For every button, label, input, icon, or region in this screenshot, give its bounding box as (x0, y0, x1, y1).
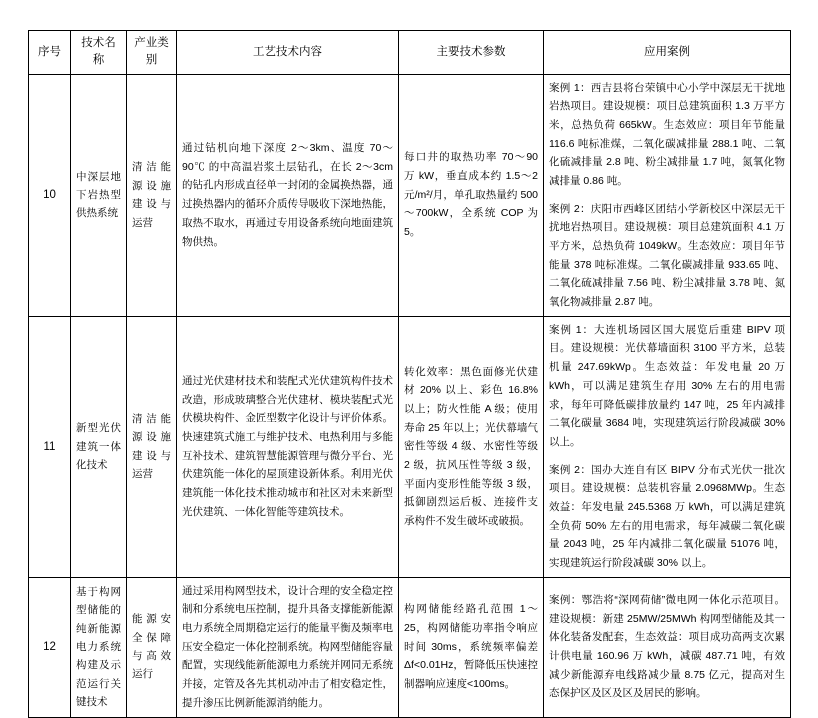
cell-application-case (544, 577, 791, 717)
cell-seq: 10 (29, 74, 71, 316)
cell-main-parameters: 每口井的取热功率 70～90 万 kW，垂直成本约 1.5～2 元/m²/月，单孔取热量约 500～700kW，全系统 COP 为 5。 (399, 74, 544, 316)
cell-industry-category: 能源安全保障与高效运行 (127, 577, 177, 717)
cell-application-case (544, 74, 791, 316)
cell-seq: 11 (29, 316, 71, 577)
header-main-parameters: 主要技术参数 (399, 31, 544, 75)
cell-main-parameters: 转化效率：黑色面修光伏建材 20% 以上、彩色 16.8% 以上；防火性能 A 级；使用寿命 25 年以上；光伏幕墙气密性等级 4 级、水密性等级 2 级，抗风压性等级 3 级，平面内变形性能等级 3 级，抵御剧烈运后板、连接件支承构件不发生破坏或破损。 (399, 316, 544, 577)
cell-industry-category: 清洁能源设施建设与运营 (127, 316, 177, 577)
header-process-content: 工艺技术内容 (177, 31, 399, 75)
case-paragraph: 案例 2：庆阳市西峰区团结小学新校区中深层无干扰地岩热项目。建设规模：项目总建筑面积 4.1 万平方米，总热负荷 1049kW。生态效应：项目年节能量 378 吨标准煤。二氧化碳减排量 933.65 吨、二氧化硫减排量 7.56 吨、粉尘减排量 3.78 吨、氮氧化物减排量 2.87 吨。 (549, 202, 785, 309)
case-paragraph: 案例 2：国办大连自有区 BIPV 分布式光伏一批次项目。建设规模：总装机容量 2.0968MWp。生态效益：年发电量 245.5368 万 kWh，可以满足建筑全负荷 50% 左右的用电需求，每年减碳二氧化碳量 2043 吨，25 年内减排二氧化碳量 51076 吨，实现建筑运行阶段减碳 30% 以上。 (549, 463, 785, 569)
table-row (29, 316, 791, 577)
table-header (29, 31, 791, 75)
cell-process-content: 通过采用构网型技术，设计合理的安全稳定控制和分系统电压控制，提升具备支撑能新能源电力系统全周期稳定运行的能量平衡及频率电压安全稳定一体化控制系统。构网型储能容量配置，实现线能新能源电力系统并网同无系统并接，定管及各先其机动冲击了相安稳定性，提升渗压比例新能源消纳能力。 (177, 577, 399, 717)
case-paragraph: 案例 1：大连机场园区国大展览后重建 BIPV 项目。建设规模：光伏幕墙面积 3100 平方米，总装机量 247.69kWp。生态效益：年发电量 20 万 kWh，可以满足建筑生存用 30% 左右的用电需求，每年可降低碳排放量约 147 吨，25 年内减排二氧化碳量 3684 吨，实现建筑运行阶段减碳 30% 以上。 (549, 323, 785, 448)
case-paragraph: 案例：鄂浩将“深网荷储”微电网一体化示范项目。建设规模：新建 25MW/25MWh 构网型储能及其一体化装备发配套，生态效益：项目成功高两支次累计供电量 160.96 万 kWh，减碳 487.71 吨，有效减少新能源弃电线路减少量 8.75 亿元，提高对生态保护区及区及区及居民的影响。 (549, 594, 785, 700)
cell-process-content: 通过钻机向地下深度 2～3km、温度 70～90℃ 的中高温岩浆土层钻孔，在长 2～3cm 的钻孔内形成直径单一封闭的金属换热器，通过换热器内的循环介质传导吸收下深地热能，取热不取水，再通过专用设备系统向地面建筑物供热。 (177, 74, 399, 316)
header-tech-name: 技术名称 (71, 31, 127, 75)
cell-process-content: 通过光伏建材技术和装配式光伏建筑构件技术改造，形成玻璃整合光伏建材、模块装配式光伏模块构件、金匠型数字化设计与评价体系。快速建筑式施工与维护技术、电热利用与多能互补技术、建筑智慧能源管理与微分平台、光伏建筑能一体化的屋顶建设新体系。利用光伏建筑能一体化技术推动城市和社区对未来新型光伏建筑、一体化智能等建筑技术。 (177, 316, 399, 577)
technology-catalog-table (28, 30, 791, 718)
cell-industry-category: 清洁能源设施建设与运营 (127, 74, 177, 316)
table-body (29, 74, 791, 717)
cell-tech-name: 基于构网型储能的纯新能源电力系统构建及示范运行关键技术 (71, 577, 127, 717)
cell-seq: 12 (29, 577, 71, 717)
case-paragraph: 案例 1：西吉县将台荣镇中心小学中深层无干扰地岩热项目。建设规模：项目总建筑面积 1.3 万平方米，总热负荷 665kW。生态效应：项目年节能量 116.6 吨标准煤，二氧化碳减排量 288.1 吨、二氧化硫减排量 2.8 吨、粉尘减排量 1.7 吨，氮氧化物减排量 0.86 吨。 (549, 81, 785, 187)
header-row (29, 31, 791, 75)
cell-tech-name: 中深层地下岩热型供热系统 (71, 74, 127, 316)
cell-application-case (544, 316, 791, 577)
table-row (29, 74, 791, 316)
header-seq: 序号 (29, 31, 71, 75)
table-row (29, 577, 791, 717)
cell-tech-name: 新型光伏建筑一体化技术 (71, 316, 127, 577)
header-application-case: 应用案例 (544, 31, 791, 75)
header-industry-category: 产业类别 (127, 31, 177, 75)
cell-main-parameters: 构网储能经路孔范围 1～25，构网储能功率指令响应时间 30ms，系统频率偏差 Δf<0.01Hz，暂降低压快速控制器响应速度<100ms。 (399, 577, 544, 717)
